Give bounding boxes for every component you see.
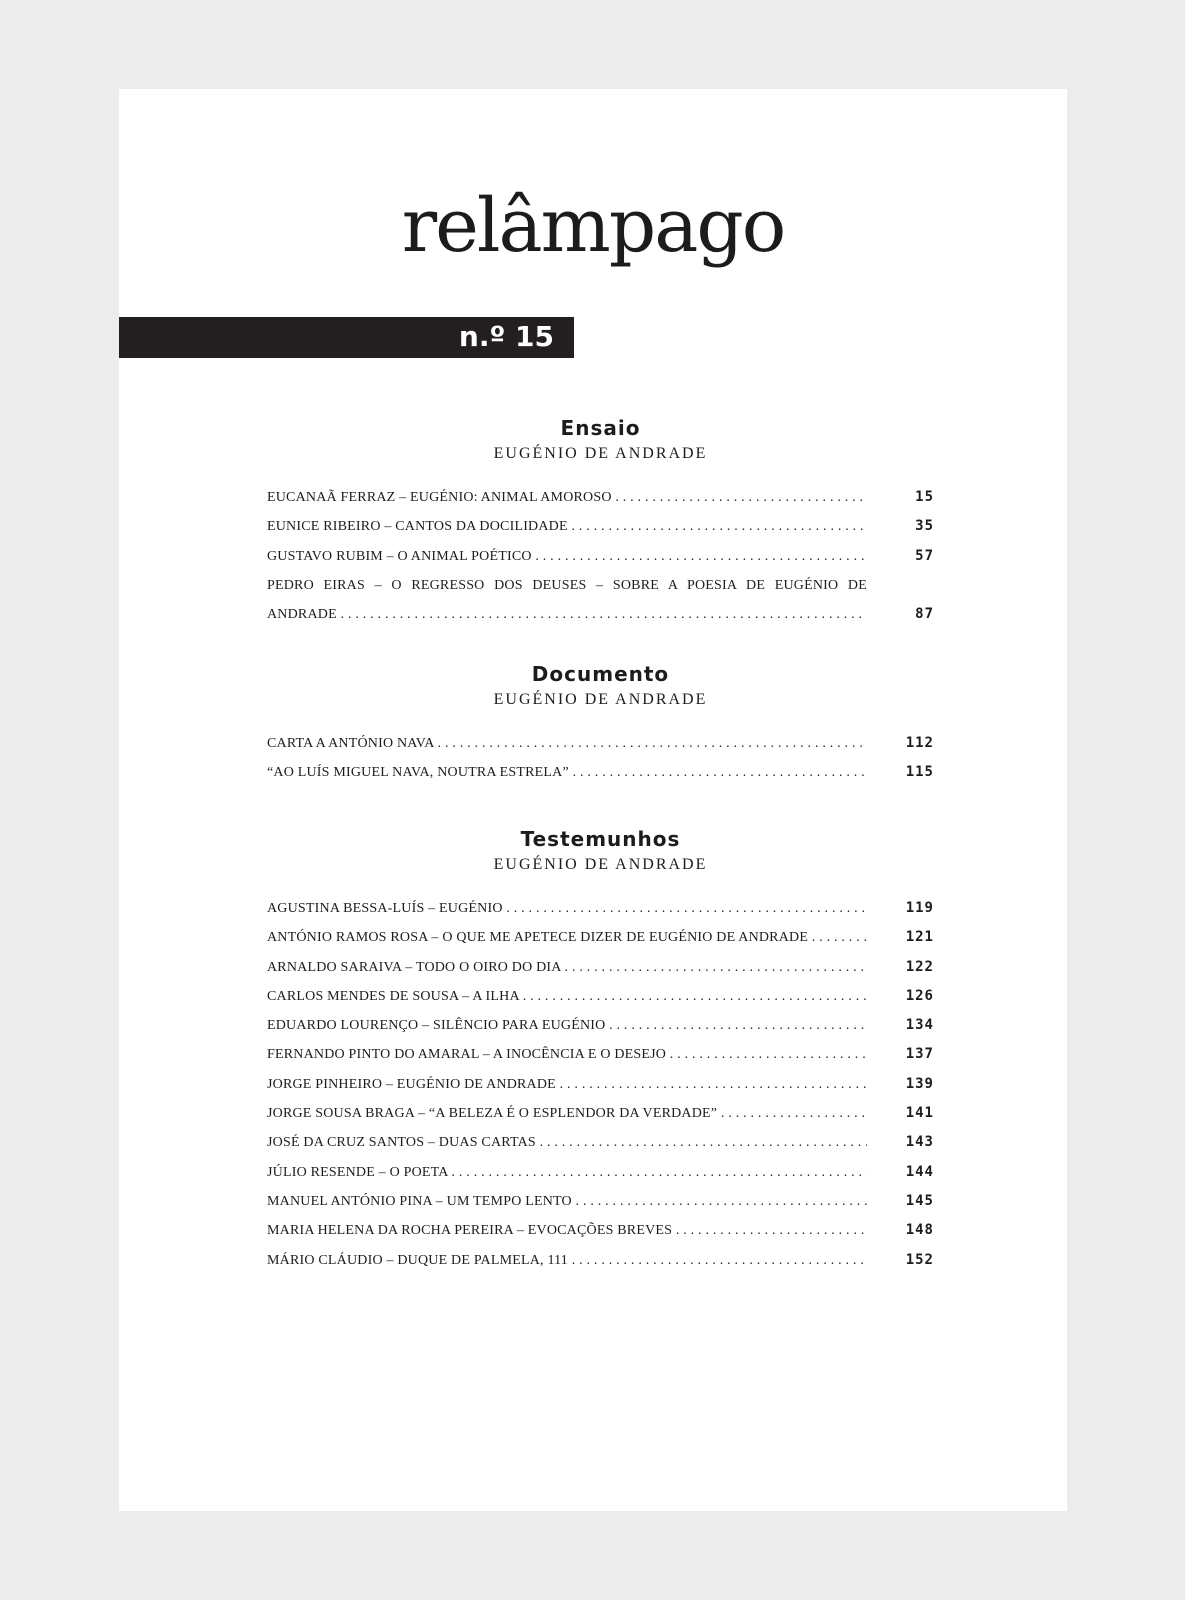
toc-entry[interactable]	[267, 1187, 934, 1216]
toc-entry-page: 119	[905, 900, 934, 916]
toc-entry-page: 87	[915, 606, 934, 623]
toc-entry-page: 115	[905, 764, 934, 781]
toc-entry-title: EDUARDO LOURENÇO – SILÊNCIO PARA EUGÉNIO . . .	[267, 1011, 867, 1040]
toc-entry[interactable]	[267, 953, 934, 982]
toc-entry[interactable]	[267, 1070, 934, 1099]
toc-entry-title: EUNICE RIBEIRO – CANTOS DA DOCILIDADE . . .	[267, 512, 867, 541]
toc-entry[interactable]	[267, 1158, 934, 1187]
toc-entry[interactable]	[267, 1040, 934, 1069]
toc-entry-page: 134	[905, 1017, 934, 1034]
toc-entry-title: ANTÓNIO RAMOS ROSA – O QUE ME APETECE DIZER DE EUGÉNIO DE ANDRADE . . .	[267, 923, 867, 952]
toc-entry[interactable]	[267, 1011, 934, 1040]
toc-entry-title: PEDRO EIRAS – O REGRESSO DOS DEUSES – SOBRE A POESIA DE EUGÉNIO DE	[267, 577, 867, 593]
toc-entry-page: 141	[905, 1105, 934, 1122]
toc-entry[interactable]	[267, 894, 934, 923]
toc-entry-title: FERNANDO PINTO DO AMARAL – A INOCÊNCIA E O DESEJO . . .	[267, 1040, 867, 1069]
toc-entry-page: 122	[905, 958, 934, 975]
toc-entry-title: ARNALDO SARAIVA – TODO O OIRO DO DIA . . .	[267, 953, 867, 982]
masthead-title: relâmpago	[401, 183, 785, 269]
toc-entry-title: GUSTAVO RUBIM – O ANIMAL POÉTICO . . .	[267, 542, 867, 571]
toc-entry-title: ANDRADE . . .	[267, 600, 867, 629]
toc-entry-title: JOSÉ DA CRUZ SANTOS – DUAS CARTAS . . .	[267, 1128, 867, 1157]
issue-number: n.º 15	[458, 320, 554, 353]
toc-entry-page: 112	[905, 735, 934, 751]
toc-entry-title: CARLOS MENDES DE SOUSA – A ILHA . . .	[267, 982, 867, 1011]
toc-entry-page: 144	[905, 1163, 934, 1180]
toc-entry[interactable]	[267, 1246, 934, 1275]
toc-list	[267, 894, 934, 1275]
toc-entry-title: JORGE SOUSA BRAGA – “A BELEZA É O ESPLENDOR DA VERDADE” . . .	[267, 1099, 867, 1128]
toc-entry-title: MÁRIO CLÁUDIO – DUQUE DE PALMELA, 111 . . .	[267, 1246, 867, 1275]
toc-entry-page: 15	[915, 489, 934, 505]
section-subtitle: EUGÉNIO DE ANDRADE	[493, 856, 708, 873]
toc-entry[interactable]	[267, 729, 934, 758]
toc-entry-page: 148	[905, 1222, 934, 1239]
issue-bar	[119, 317, 574, 358]
toc-entry-title: AGUSTINA BESSA-LUÍS – EUGÉNIO . . .	[267, 894, 867, 923]
toc-entry-page: 139	[905, 1075, 934, 1092]
toc-entry-title: JÚLIO RESENDE – O POETA . . .	[267, 1158, 867, 1187]
toc-list	[267, 729, 934, 788]
toc-entry[interactable]	[267, 1128, 934, 1157]
toc-entry[interactable]	[267, 571, 934, 600]
toc-entry[interactable]	[267, 923, 934, 952]
toc-entry[interactable]	[267, 542, 934, 571]
toc-entry-page: 145	[905, 1192, 934, 1209]
toc-entry-page: 126	[905, 987, 934, 1004]
toc-entry-title: JORGE PINHEIRO – EUGÉNIO DE ANDRADE . . .	[267, 1070, 867, 1099]
document-page	[119, 89, 1067, 1511]
toc-entry-page: 143	[905, 1134, 934, 1151]
toc-entry[interactable]	[267, 982, 934, 1011]
toc-entry[interactable]	[267, 512, 934, 541]
section-documento	[267, 661, 934, 788]
toc-entry[interactable]	[267, 758, 934, 787]
toc-entry-title: CARTA A ANTÓNIO NAVA . . .	[267, 729, 867, 758]
toc-entry-page: 57	[915, 547, 934, 564]
toc-entry[interactable]	[267, 600, 934, 629]
toc-entry-title: “AO LUÍS MIGUEL NAVA, NOUTRA ESTRELA” . . .	[267, 758, 867, 787]
toc-entry-page: 121	[905, 929, 934, 946]
section-title: Documento	[531, 662, 670, 686]
toc-entry-title: MANUEL ANTÓNIO PINA – UM TEMPO LENTO . . .	[267, 1187, 867, 1216]
section-testemunhos	[267, 826, 934, 1275]
toc-entry[interactable]	[267, 1099, 934, 1128]
toc-entry[interactable]	[267, 483, 934, 512]
section-subtitle: EUGÉNIO DE ANDRADE	[493, 691, 708, 708]
toc-entry[interactable]	[267, 1216, 934, 1245]
toc-entry-page: 35	[915, 518, 934, 535]
section-title: Ensaio	[560, 416, 641, 440]
section-ensaio	[267, 415, 934, 629]
toc-entry-title: MARIA HELENA DA ROCHA PEREIRA – EVOCAÇÕES BREVES . . .	[267, 1216, 867, 1245]
toc-entry-page: 137	[905, 1046, 934, 1063]
toc-entry-title: EUCANAÃ FERRAZ – EUGÉNIO: ANIMAL AMOROSO . . .	[267, 483, 867, 512]
section-subtitle: EUGÉNIO DE ANDRADE	[493, 445, 708, 462]
toc-list	[267, 483, 934, 629]
toc-entry-page: 152	[905, 1251, 934, 1268]
section-title: Testemunhos	[520, 827, 681, 851]
